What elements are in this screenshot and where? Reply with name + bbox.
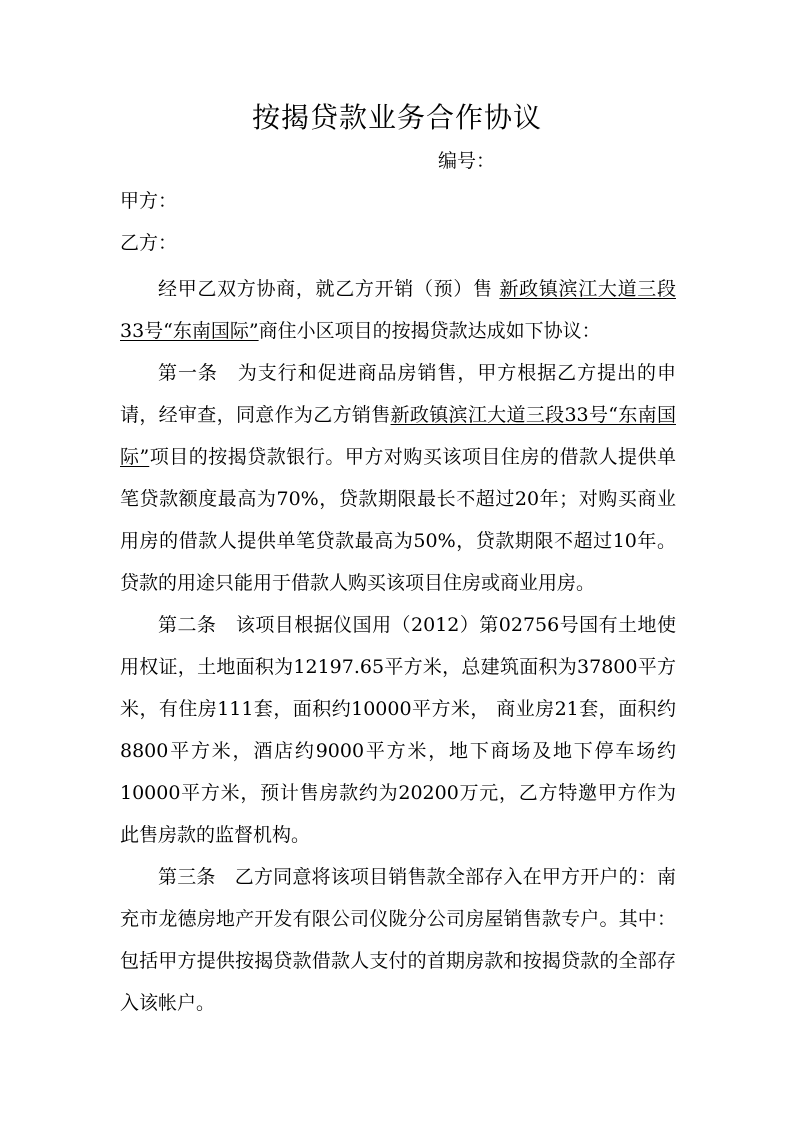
article-1-heading: 第一条	[158, 362, 218, 384]
article-1-paragraph	[120, 352, 676, 604]
intro-paragraph	[120, 268, 676, 352]
intro-text-after: 商住小区项目的按揭贷款达成如下协议：	[258, 320, 601, 342]
article-1-project-underlined: 新政镇滨江大道三段33号“东南国际”	[120, 404, 676, 468]
intro-text-before: 经甲乙双方协商，就乙方开销（预）售	[158, 278, 493, 300]
article-3-paragraph	[120, 856, 676, 1024]
project-name-underlined: 新政镇滨江大道三段33号“东南国际”	[120, 278, 676, 342]
article-2-text: 该项目根据仪国用（2012）第02756号国有土地使用权证，土地面积为12197.65平方米，总建筑面积为37800平方米，有住房111套，面积约10000平方米， 商业房21套，面积约8800平方米，酒店约9000平方米，地下商场及地下停车场约10000平方米，预计售房款约为20200万元，乙方特邀甲方作为此售房款的监督机构。	[120, 614, 676, 846]
article-1-text-before: 为支行和促进商品房销售，甲方根据乙方提出的申请，经审查，同意作为乙方销售	[120, 362, 676, 426]
article-2-heading: 第二条	[158, 614, 217, 636]
agreement-body	[120, 268, 676, 1024]
article-3-heading: 第三条	[158, 866, 216, 888]
party-b-label: 乙方：	[120, 232, 178, 254]
article-1-text-after: 项目的按揭贷款银行。甲方对购买该项目住房的借款人提供单笔贷款额度最高为70%，贷款期限最长不超过20年；对购买商业用房的借款人提供单笔贷款最高为50%，贷款期限不超过10年。贷款的用途只能用于借款人购买该项目住房或商业用房。	[120, 446, 676, 594]
article-3-text: 乙方同意将该项目销售款全部存入在甲方开户的：南充市龙德房地产开发有限公司仪陇分公司房屋销售款专户。其中：包括甲方提供按揭贷款借款人支付的首期房款和按揭贷款的全部存入该帐户。	[120, 866, 676, 1014]
document-title: 按揭贷款业务合作协议	[251, 101, 542, 134]
party-a-label: 甲方：	[120, 190, 178, 212]
numbering-label: 编号：	[438, 150, 496, 172]
article-2-paragraph	[120, 604, 676, 856]
